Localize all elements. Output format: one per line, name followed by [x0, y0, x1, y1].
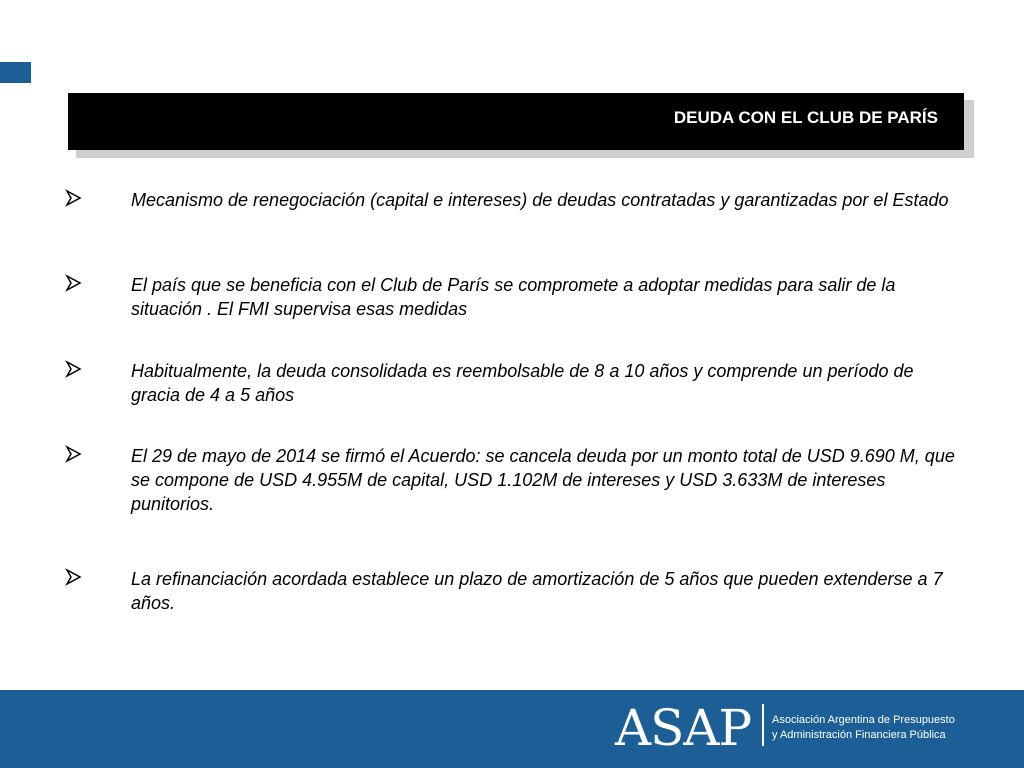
- bullet-text: El país que se beneficia con el Club de París se compromete a adoptar medidas para salir de la situación . El FMI supervisa esas medidas: [131, 275, 896, 319]
- slide-title: DEUDA CON EL CLUB DE PARÍS: [673, 108, 938, 127]
- organization-name: [772, 713, 955, 743]
- logo-divider: [762, 704, 764, 746]
- arrow-bullet-icon: [64, 189, 82, 207]
- bullet-text: Habitualmente, la deuda consolidada es reembolsable de 8 a 10 años y comprende un período de gracia de 4 a 5 años: [131, 361, 914, 405]
- arrow-bullet-icon: [64, 445, 82, 463]
- org-name-line-1: Asociación Argentina de Presupuesto: [772, 714, 955, 726]
- bullet-text: Mecanismo de renegociación (capital e intereses) de deudas contratadas y garantizadas por el Estado: [131, 190, 949, 210]
- asap-logo: ASAP: [615, 699, 752, 757]
- arrow-bullet-icon: [64, 274, 82, 292]
- arrow-bullet-icon: [64, 360, 82, 378]
- footer-band: [0, 690, 1024, 768]
- org-name-line-2: y Administración Financiera Pública: [772, 729, 946, 741]
- bullet-text: El 29 de mayo de 2014 se firmó el Acuerdo: se cancela deuda por un monto total de USD 9.690 M, que se compone de USD 4.955M de capital, USD 1.102M de intereses y USD 3.633M de intereses punitorios.: [131, 446, 955, 514]
- arrow-bullet-icon: [64, 568, 82, 586]
- bullet-text: La refinanciación acordada establece un plazo de amortización de 5 años que pueden extenderse a 7 años.: [131, 569, 943, 613]
